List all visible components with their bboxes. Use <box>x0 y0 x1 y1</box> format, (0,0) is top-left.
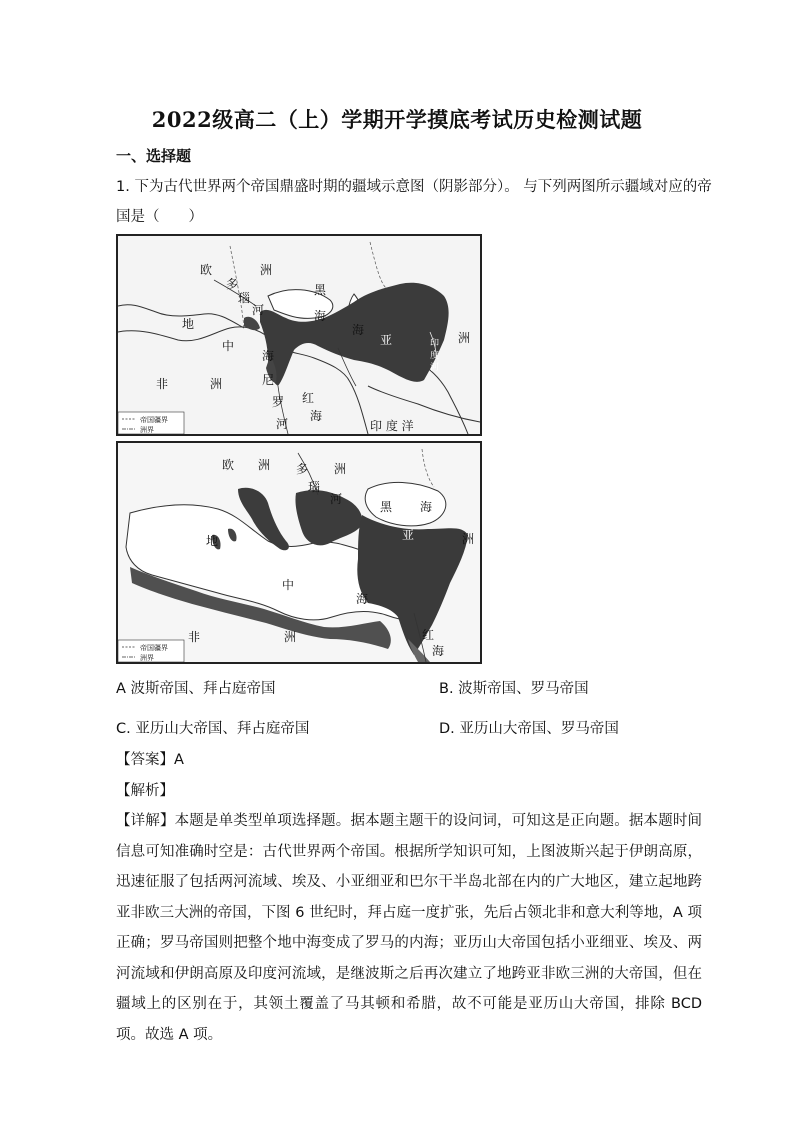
label-med-1: 地 <box>206 534 219 548</box>
label-black-sea-2: 海 <box>420 500 433 514</box>
label-red-sea-1: 红 <box>422 628 435 642</box>
label-med-3: 海 <box>356 592 369 606</box>
label-danube-3: 河 <box>330 492 343 506</box>
label-danube-3: 河 <box>252 303 265 317</box>
option-a[interactable]: A 波斯帝国、拜占庭帝国 <box>116 681 276 697</box>
question-stem-line2: 国是（ ） <box>116 209 203 225</box>
label-danube-1: 多 <box>226 277 239 291</box>
page-title: 2022级高二（上）学期开学摸底考试历史检测试题 <box>151 107 643 132</box>
label-black-sea-1: 黑 <box>380 500 393 514</box>
label-med-2: 中 <box>222 339 235 353</box>
label-africa-2: 洲 <box>210 377 223 391</box>
label-caspian-sea: 海 <box>352 323 365 337</box>
section-heading: 一、选择题 <box>116 147 192 165</box>
option-d[interactable]: D. 亚历山大帝国、罗马帝国 <box>439 721 619 737</box>
label-red-sea-1: 红 <box>302 391 315 405</box>
analysis-heading: 【解析】 <box>116 783 174 799</box>
label-med-2: 中 <box>282 578 295 592</box>
label-red-sea-2: 海 <box>432 644 445 658</box>
label-indus-2: 度 <box>430 351 440 361</box>
label-asia: 亚 <box>402 528 415 542</box>
explanation-paragraph: 【详解】本题是单类型单项选择题。据本题主题干的设问词，可知这是正向题。据本题时间信息可知准确时空是：古代世界两个帝国。根据所学知识可知，上图波斯兴起于伊朗高原，迅速征服了包括两河流域、埃及、小亚细亚和巴尔干半岛北部在内的广大地区，建立起地跨亚非欧三大洲的帝国，下图 6 世纪时，拜占庭一度扩张，先后占领北非和意大利等地，A 项正确；罗马帝国则把整个地中海变成了罗马的内海；亚历山大帝国包括小亚细亚、埃及、两河流域和伊朗高原及印度河流域，是继波斯之后再次建立了地跨亚非欧三洲的大帝国，但在疆域上的区别在于，其领土覆盖了马其顿和希腊，故不可能是亚历山大帝国，排除 BCD 项。故选 A 项。 <box>116 813 702 1043</box>
legend-continent-border: 洲界 <box>140 654 154 662</box>
legend-empire-border: 帝国疆界 <box>140 644 168 652</box>
label-indus-3: 河 <box>430 363 440 373</box>
label-africa-2: 洲 <box>284 630 297 644</box>
label-europe: 欧 <box>200 263 213 277</box>
label-black-sea-1: 黑 <box>314 283 327 297</box>
label-europe-2: 洲 <box>258 458 271 472</box>
label-nile-2: 罗 <box>272 395 285 409</box>
option-c[interactable]: C. 亚历山大帝国、拜占庭帝国 <box>116 721 310 737</box>
label-nile-1: 尼 <box>262 373 275 387</box>
label-asia-2: 洲 <box>458 331 471 345</box>
label-asia-2: 洲 <box>462 532 475 546</box>
label-nile-3: 河 <box>276 417 289 431</box>
label-black-sea-2: 海 <box>314 309 327 323</box>
legend-continent-border: 洲界 <box>140 426 154 434</box>
label-med-1: 地 <box>182 317 195 331</box>
answer: 【答案】A <box>116 752 184 768</box>
label-africa: 非 <box>188 630 201 644</box>
label-red-sea-2: 海 <box>310 409 323 423</box>
label-med-3: 海 <box>262 349 275 363</box>
label-africa: 非 <box>156 377 169 391</box>
map-byzantine-empire <box>116 441 482 664</box>
question-stem-line1: 1. 下为古代世界两个帝国鼎盛时期的疆域示意图（阴影部分）。 与下列两图所示疆域对应的帝 <box>116 179 712 195</box>
label-indian-ocean: 印 度 洋 <box>370 419 414 433</box>
label-europe-3: 洲 <box>334 462 347 476</box>
label-danube-2: 瑙 <box>238 291 251 305</box>
label-europe: 欧 <box>222 458 235 472</box>
option-b[interactable]: B. 波斯帝国、罗马帝国 <box>439 681 589 697</box>
label-danube-2: 瑙 <box>308 480 321 494</box>
legend-empire-border: 帝国疆界 <box>140 416 168 424</box>
label-europe-2: 洲 <box>260 263 273 277</box>
label-danube-1: 多 <box>296 462 309 476</box>
map-persian-empire <box>116 234 482 436</box>
label-asia: 亚 <box>380 333 393 347</box>
label-indus-1: 印 <box>430 339 440 349</box>
